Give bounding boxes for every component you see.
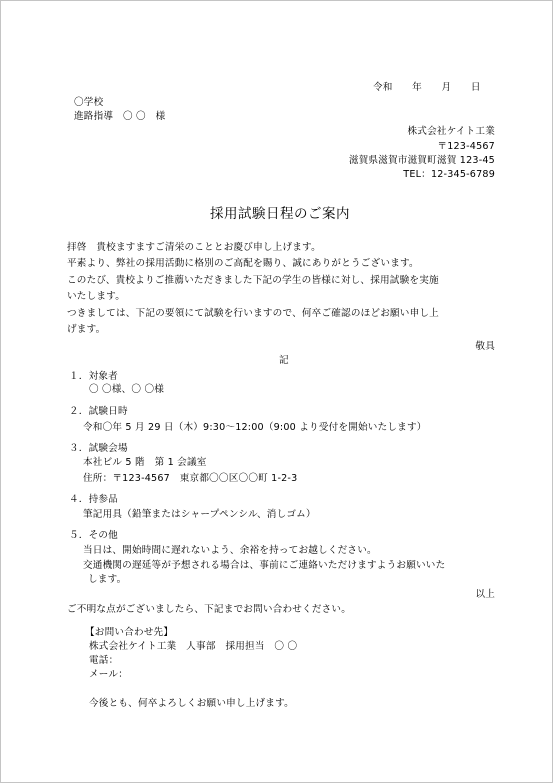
- item-4-heading: ４．持参品: [69, 494, 118, 505]
- body-line-4: いたします。: [67, 291, 125, 302]
- body-line-2: 平素より、弊社の採用活動に格別のご高配を賜り、誠にありがとうございます。: [67, 258, 419, 269]
- item-3-address: 住所：〒123-4567 東京都〇〇区〇〇町 1-2-3: [83, 473, 298, 484]
- contact-phone-label: 電話：: [89, 655, 119, 666]
- item-5-line-2: 交通機関の遅延等が予想される場合は、事前にご連絡いただけますようお願いいた: [83, 560, 446, 571]
- item-2-content: 令和〇年 5 月 29 日（木）9:30～12:00（9:00 より受付を開始いたします）: [83, 422, 427, 433]
- closing-ijo: 以上: [475, 589, 495, 600]
- contact-intro: ご不明な点がございましたら、下記までお問い合わせください。: [67, 604, 352, 615]
- body-line-5: つきましては、下記の要領にて試験を行いますので、何卒ご確認のほどお願い申し上: [67, 308, 439, 319]
- item-5-heading: ５．その他: [69, 530, 118, 541]
- item-3-venue: 本社ビル 5 階 第 1 会議室: [83, 457, 207, 468]
- item-1-content: 〇 〇様、〇 〇様: [89, 384, 165, 395]
- item-3-heading: ３．試験会場: [69, 443, 128, 454]
- final-closing-line: 今後とも、何卒よろしくお願い申し上げます。: [89, 698, 294, 709]
- item-5-line-3: します。: [88, 574, 127, 585]
- recipient-school: 〇学校: [74, 97, 104, 108]
- body-line-1: 拝啓 貴校ますますご清栄のこととお慶び申し上げます。: [67, 242, 321, 253]
- body-line-3: このたび、貴校よりご推薦いただきました下記の学生の皆様に対し、採用試験を実施: [67, 275, 439, 286]
- item-4-content: 筆記用具（鉛筆またはシャープペンシル、消しゴム）: [83, 509, 316, 520]
- body-line-6: げます。: [67, 324, 106, 335]
- item-2-heading: ２．試験日時: [69, 406, 128, 417]
- sender-company-name: 株式会社ケイト工業: [407, 126, 495, 137]
- sender-postal-code: 〒123-4567: [437, 141, 495, 152]
- recipient-person: 進路指導 〇 〇 様: [74, 111, 166, 122]
- sender-address: 滋賀県滋賀市滋賀町滋賀 123-45: [348, 155, 495, 166]
- sender-tel: TEL：12-345-6789: [403, 169, 495, 180]
- document-date: 令和 年 月 日: [373, 82, 481, 93]
- item-1-heading: １．対象者: [69, 371, 118, 382]
- contact-heading: 【お問い合わせ先】: [85, 627, 174, 638]
- closing-keigu: 敬具: [475, 341, 495, 352]
- document-title: 採用試験日程のご案内: [210, 206, 350, 222]
- contact-company-line: 株式会社ケイト工業 人事部 採用担当 〇 〇: [89, 641, 298, 652]
- item-5-line-1: 当日は、開始時間に遅れないよう、余裕を持ってお越しください。: [83, 545, 377, 556]
- ki-heading: 記: [279, 355, 289, 366]
- contact-email-label: メール：: [89, 669, 128, 680]
